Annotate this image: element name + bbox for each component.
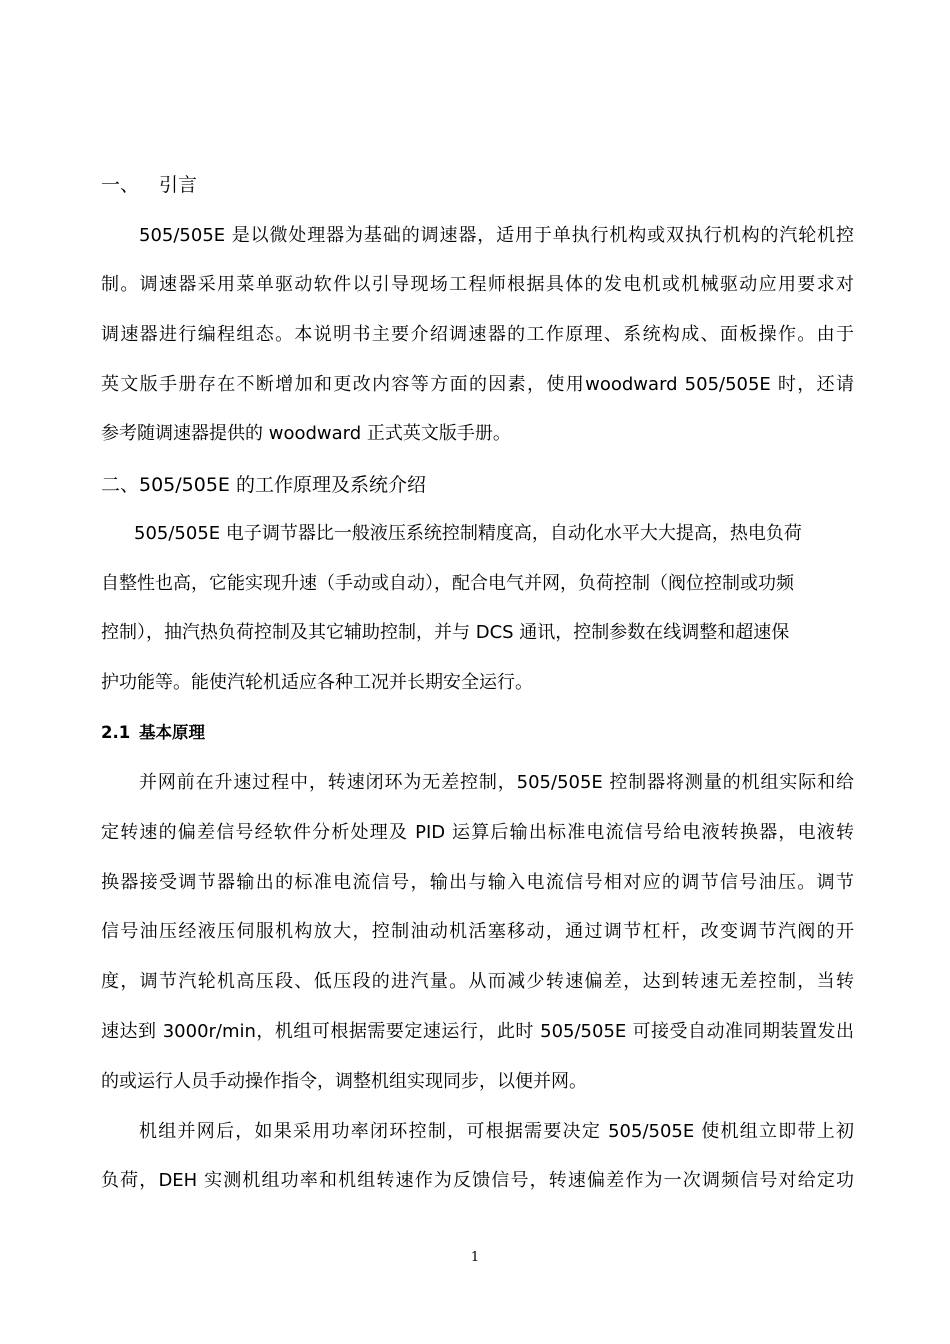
section-2-1-number: 2.1 — [101, 723, 131, 742]
section-1-line-3: 调速器进行编程组态。本说明书主要介绍调速器的工作原理、系统构成、面板操作。由于 — [101, 324, 854, 345]
section-2-line-4: 护功能等。能使汽轮机适应各种工况并长期安全运行。 — [101, 672, 533, 693]
section-1-number: 一、 — [101, 174, 140, 196]
page-number: 1 — [470, 1250, 480, 1265]
section-2-1-para-1-line-2: 定转速的偏差信号经软件分析处理及 PID 运算后输出标准电流信号给电液转换器，电液转 — [101, 822, 854, 843]
section-1-line-2: 制。调速器采用菜单驱动软件以引导现场工程师根据具体的发电机或机械驱动应用要求对 — [101, 274, 854, 295]
section-2-1-para-1-line-1: 并网前在升速过程中，转速闭环为无差控制，505/505E 控制器将测量的机组实际和给 — [139, 772, 854, 793]
section-2-1-para-1-line-5: 度，调节汽轮机高压段、低压段的进汽量。从而减少转速偏差，达到转速无差控制，当转 — [101, 971, 854, 992]
section-2-line-1: 505/505E 电子调节器比一般液压系统控制精度高，自动化水平大大提高，热电负荷 — [134, 523, 802, 544]
section-2-1-para-2-line-2: 负荷，DEH 实测机组功率和机组转速作为反馈信号，转速偏差作为一次调频信号对给定功 — [101, 1170, 854, 1191]
section-2-line-2: 自整性也高，它能实现升速（手动或自动），配合电气并网，负荷控制（阀位控制或功频 — [101, 573, 794, 594]
section-2-line-3: 控制），抽汽热负荷控制及其它辅助控制，并与 DCS 通讯，控制参数在线调整和超速保 — [101, 622, 790, 643]
section-2-1-para-1-line-6: 速达到 3000r/min，机组可根据需要定速运行，此时 505/505E 可接受自动准同期装置发出 — [101, 1021, 854, 1042]
section-2-heading: 二、505/505E 的工作原理及系统介绍 — [101, 474, 426, 496]
section-2-1-title: 基本原理 — [139, 723, 205, 742]
section-2-1-para-1-line-7: 的或运行人员手动操作指令，调整机组实现同步，以便并网。 — [101, 1071, 587, 1092]
section-1-heading — [101, 173, 197, 197]
section-1-line-5: 参考随调速器提供的 woodward 正式英文版手册。 — [101, 423, 511, 444]
section-2-1-para-1-line-4: 信号油压经液压伺服机构放大，控制油动机活塞移动，通过调节杠杆，改变调节汽阀的开 — [101, 921, 854, 942]
section-2-1-para-1-line-3: 换器接受调节器输出的标准电流信号，输出与输入电流信号相对应的调节信号油压。调节 — [101, 872, 854, 893]
section-1-line-1: 505/505E 是以微处理器为基础的调速器，适用于单执行机构或双执行机构的汽轮机控 — [139, 225, 854, 246]
section-1-line-4: 英文版手册存在不断增加和更改内容等方面的因素，使用woodward 505/505E 时，还请 — [101, 374, 854, 395]
section-2-1-heading — [101, 722, 205, 744]
section-1-title: 引言 — [159, 174, 198, 196]
section-2-1-para-2-line-1: 机组并网后，如果采用功率闭环控制，可根据需要决定 505/505E 使机组立即带上初 — [139, 1121, 854, 1142]
